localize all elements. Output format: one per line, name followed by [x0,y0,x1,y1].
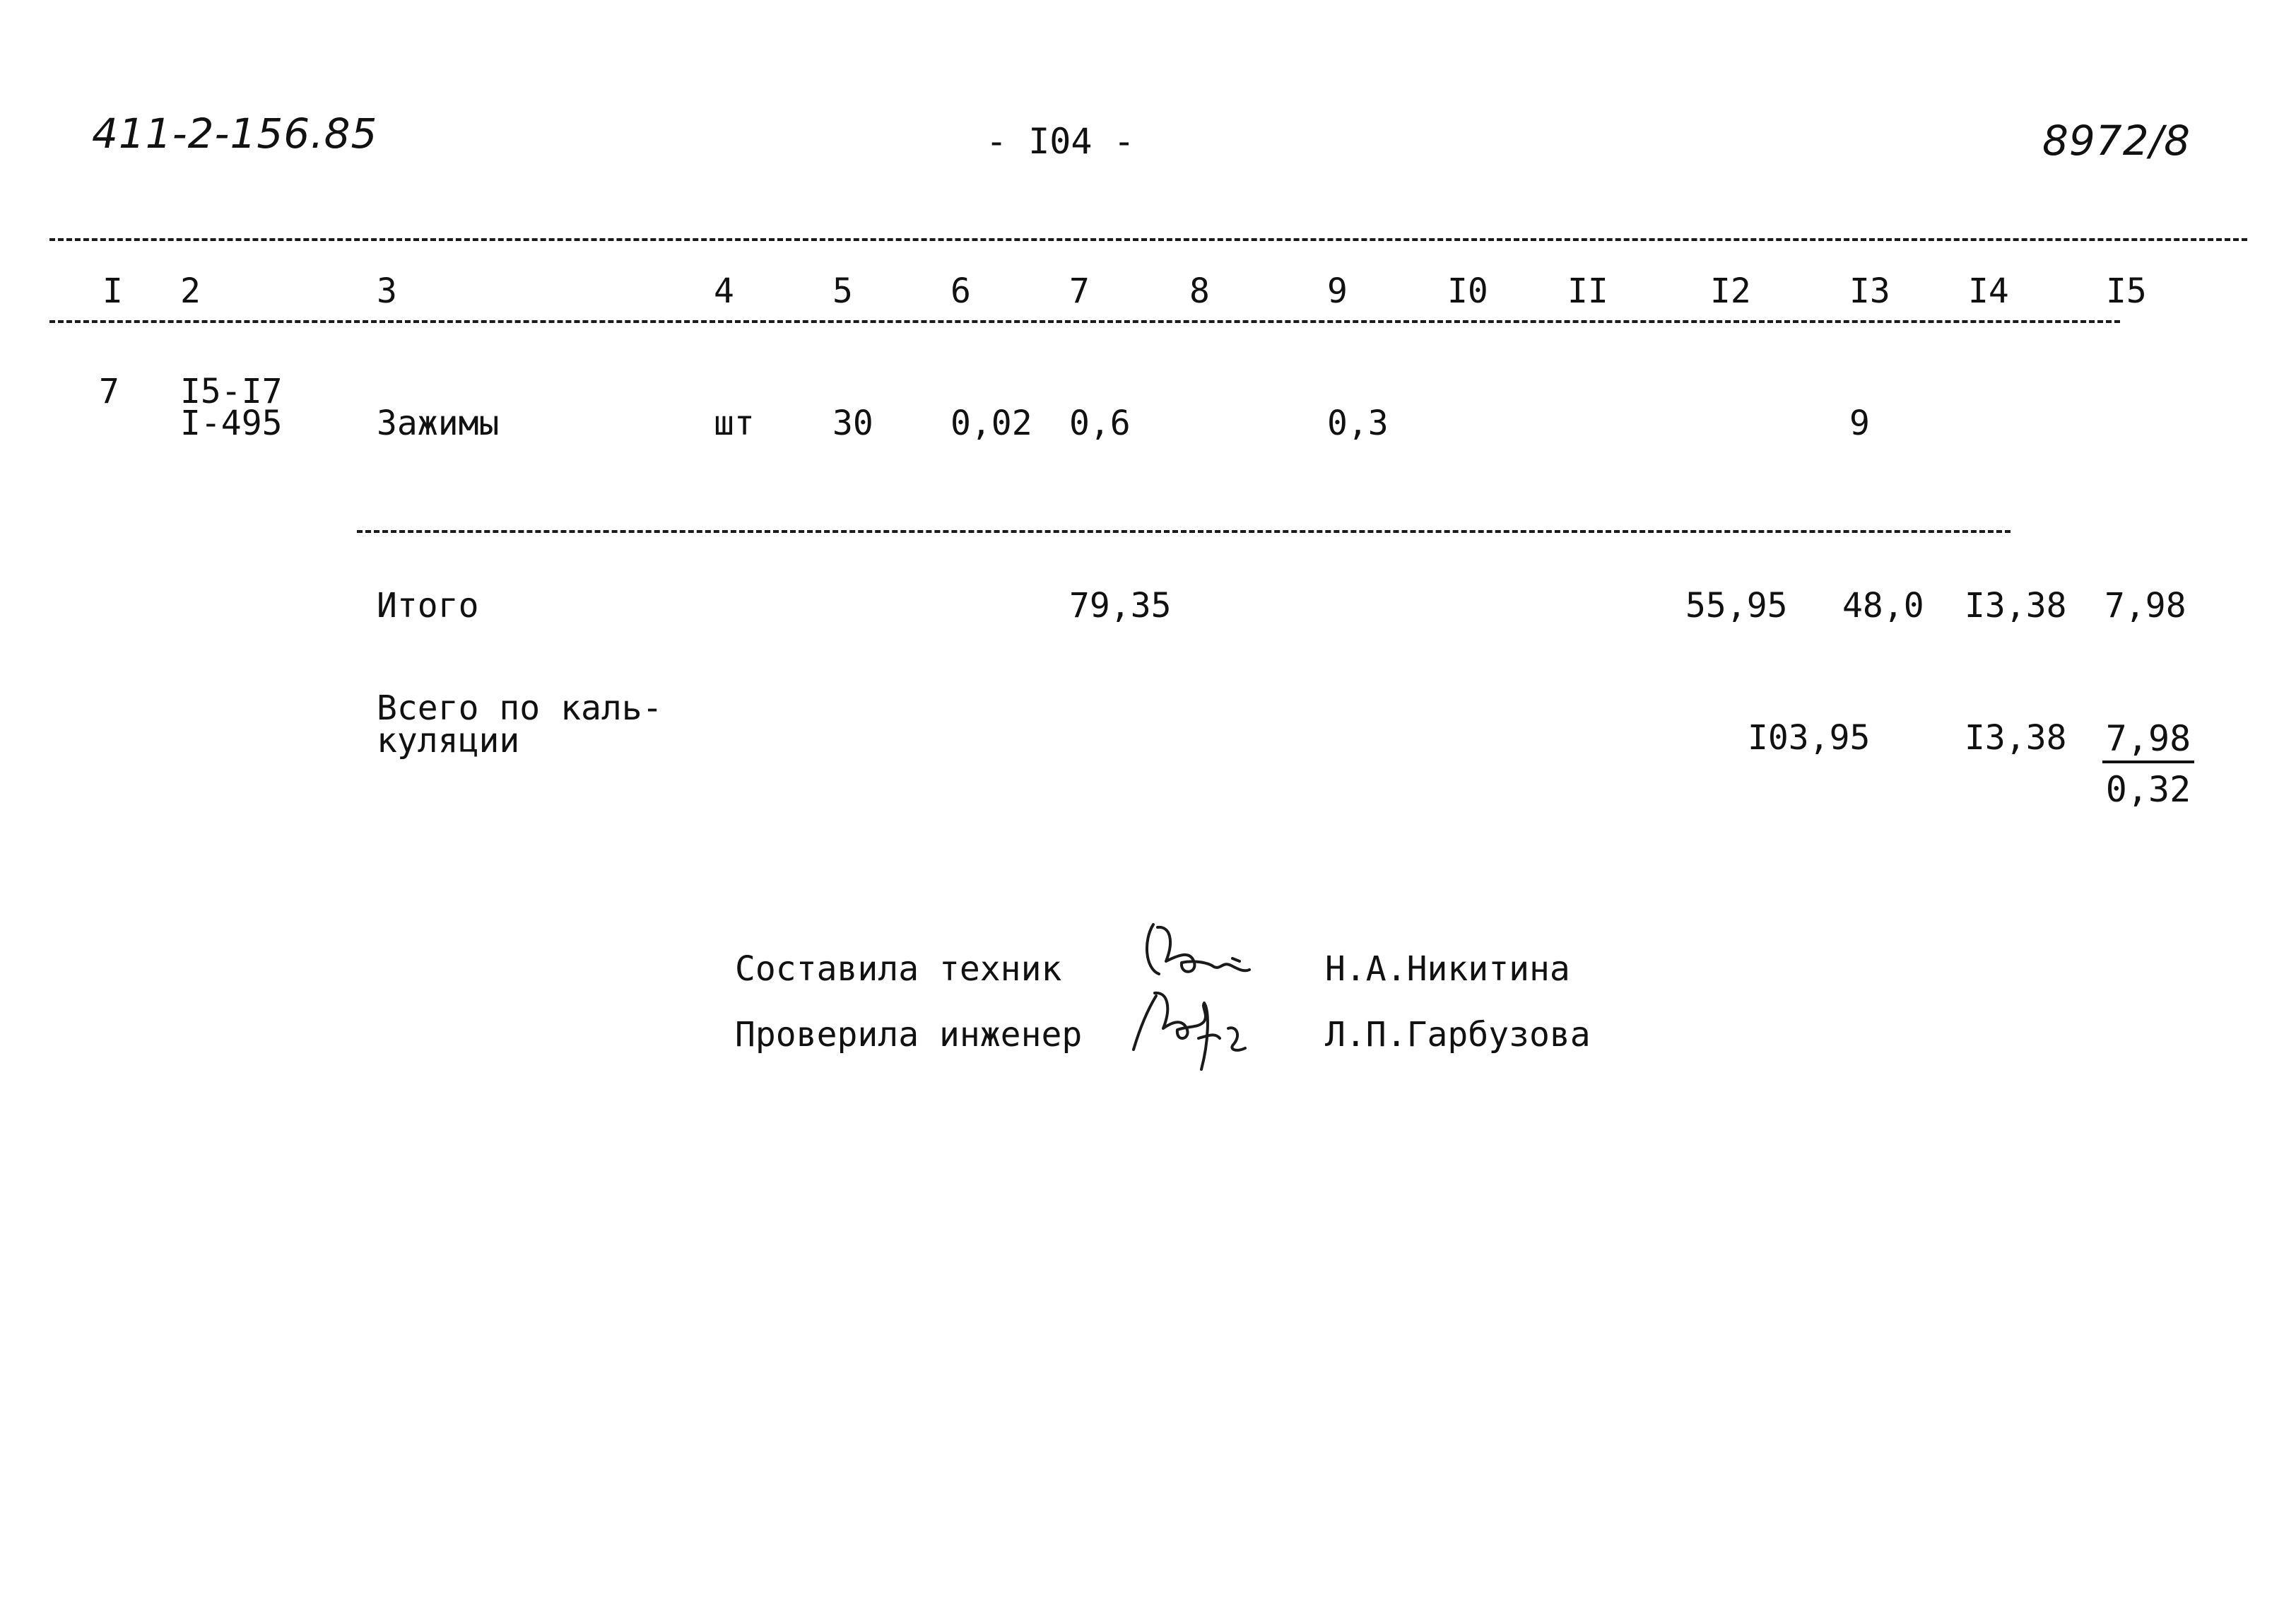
total-col15-denominator: 0,32 [2105,769,2191,810]
subtotal-col7: 79,35 [1069,586,1172,626]
column-header-1: I [102,271,123,311]
column-header-13: I3 [1849,271,1890,311]
column-header-4: 4 [714,271,734,311]
compiled-name: Н.А.Никитина [1325,949,1570,989]
column-header-12: I2 [1710,271,1751,311]
subtotal-col14: I3,38 [1965,586,2067,626]
section-rule [357,530,2011,533]
column-header-15: I5 [2106,271,2147,311]
document-code: 411-2-156.85 [92,110,378,158]
table-top-rule [49,238,2247,241]
subtotal-col15: 7,98 [2104,586,2186,626]
row-number: 7 [99,372,119,411]
row-quantity: 30 [832,404,873,443]
subtotal-col13: 48,0 [1842,586,1924,626]
column-header-5: 5 [832,271,853,311]
row-col7: 0,6 [1069,404,1131,443]
column-header-10: I0 [1447,271,1488,311]
column-header-7: 7 [1069,271,1090,311]
page-number: - I04 - [986,121,1135,162]
row-col9: 0,3 [1327,404,1389,443]
header-bottom-rule [49,320,2120,323]
total-label-line1: Всего по каль- [377,688,663,728]
column-header-11: II [1567,271,1608,311]
column-header-9: 9 [1327,271,1348,311]
column-header-6: 6 [950,271,971,311]
column-header-14: I4 [1968,271,2009,311]
row-code-line1: I5-I7 [180,372,283,411]
total-col12-13: I03,95 [1748,718,1871,758]
column-header-2: 2 [180,271,201,311]
row-code-line2: I-495 [180,404,283,443]
row-col13: 9 [1849,404,1870,443]
row-name: Зажимы [377,404,500,443]
row-col6: 0,02 [950,404,1032,443]
checked-signature [1131,979,1265,1092]
sheet-code: 8972/8 [2042,117,2191,165]
column-header-8: 8 [1189,271,1210,311]
checked-name: Л.П.Гарбузова [1325,1015,1591,1055]
total-col15-numerator: 7,98 [2102,721,2194,763]
checked-label: Проверила инженер [735,1015,1083,1055]
total-col14: I3,38 [1965,718,2067,758]
total-label-line2: куляции [377,721,520,761]
subtotal-col12: 55,95 [1685,586,1788,626]
subtotal-label: Итого [377,586,479,626]
total-col15-fraction [2102,718,2194,810]
compiled-label: Составила техник [735,949,1062,989]
column-header-3: 3 [377,271,397,311]
row-unit: шт [714,404,755,443]
